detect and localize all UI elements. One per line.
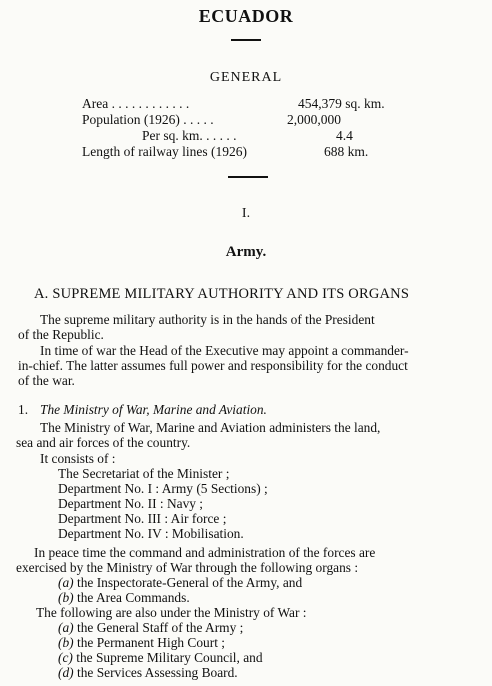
also-intro: The following are also under the Ministry of War :	[36, 605, 307, 620]
consists-intro: It consists of :	[40, 451, 116, 466]
consists-item: Department No. III : Air force ;	[58, 511, 227, 526]
also-letter: (b)	[58, 635, 74, 650]
stat-value-area: 454,379 sq. km.	[298, 96, 385, 111]
para2-line3: of the war.	[18, 373, 75, 388]
also-text: the Permanent High Court ;	[76, 635, 226, 650]
para1-line1: The supreme military authority is in the hands of the President	[40, 312, 375, 327]
stat-label-area: Area . . . . . . . . . . . .	[82, 96, 190, 111]
peace-line2: exercised by the Ministry of War through the following organs :	[16, 560, 359, 575]
organ-text: the Inspectorate-General of the Army, and	[76, 575, 303, 590]
para2-line1: In time of war the Head of the Executive may appoint a commander-	[40, 343, 409, 358]
part-title: Army.	[225, 244, 267, 260]
also-text: the Services Assessing Board.	[76, 665, 238, 680]
peace-line1: In peace time the command and administration of the forces are	[34, 545, 376, 560]
stat-value-density: 4.4	[336, 128, 353, 143]
also-letter: (c)	[58, 650, 73, 665]
title-rule	[231, 39, 261, 41]
para2-line2: in-chief. The latter assumes full power and responsibility for the conduct	[18, 358, 408, 373]
part-numeral: I.	[241, 206, 251, 221]
stat-label-railway: Length of railway lines (1926)	[82, 144, 247, 159]
organ-item	[58, 590, 190, 606]
ministry-heading	[40, 402, 267, 418]
ministry-heading-text: The Ministry of War, Marine and Aviation.	[40, 402, 267, 417]
para1-line2: of the Republic.	[18, 327, 104, 342]
also-item	[58, 665, 238, 681]
also-letter: (d)	[58, 665, 74, 680]
organ-text: the Area Commands.	[76, 590, 190, 605]
ministry-para-line2: sea and air forces of the country.	[16, 435, 191, 450]
stats-rule	[228, 176, 268, 178]
stat-value-population: 2,000,000	[287, 112, 341, 127]
consists-item: Department No. IV : Mobilisation.	[58, 526, 244, 541]
consists-item: Department No. II : Navy ;	[58, 496, 204, 511]
also-item	[58, 620, 243, 636]
organ-letter: (a)	[58, 575, 74, 590]
stat-value-railway: 688 km.	[324, 144, 369, 159]
ministry-number: 1.	[18, 402, 29, 417]
also-item	[58, 635, 225, 651]
section-heading-general: GENERAL	[209, 70, 283, 85]
also-item	[58, 650, 263, 666]
organ-item	[58, 575, 302, 591]
ministry-para-line1: The Ministry of War, Marine and Aviation administers the land,	[40, 420, 381, 435]
also-text: the General Staff of the Army ;	[76, 620, 244, 635]
page-title: ECUADOR	[198, 6, 294, 26]
consists-item: Department No. I : Army (5 Sections) ;	[58, 481, 268, 496]
consists-item: The Secretariat of the Minister ;	[58, 466, 230, 481]
stat-label-population: Population (1926) . . . . .	[82, 112, 214, 127]
stat-label-density: Per sq. km. . . . . .	[142, 128, 237, 143]
organ-letter: (b)	[58, 590, 74, 605]
also-text: the Supreme Military Council, and	[76, 650, 263, 665]
section-a-heading: A. SUPREME MILITARY AUTHORITY AND ITS ORGANS	[34, 286, 410, 302]
also-letter: (a)	[58, 620, 74, 635]
